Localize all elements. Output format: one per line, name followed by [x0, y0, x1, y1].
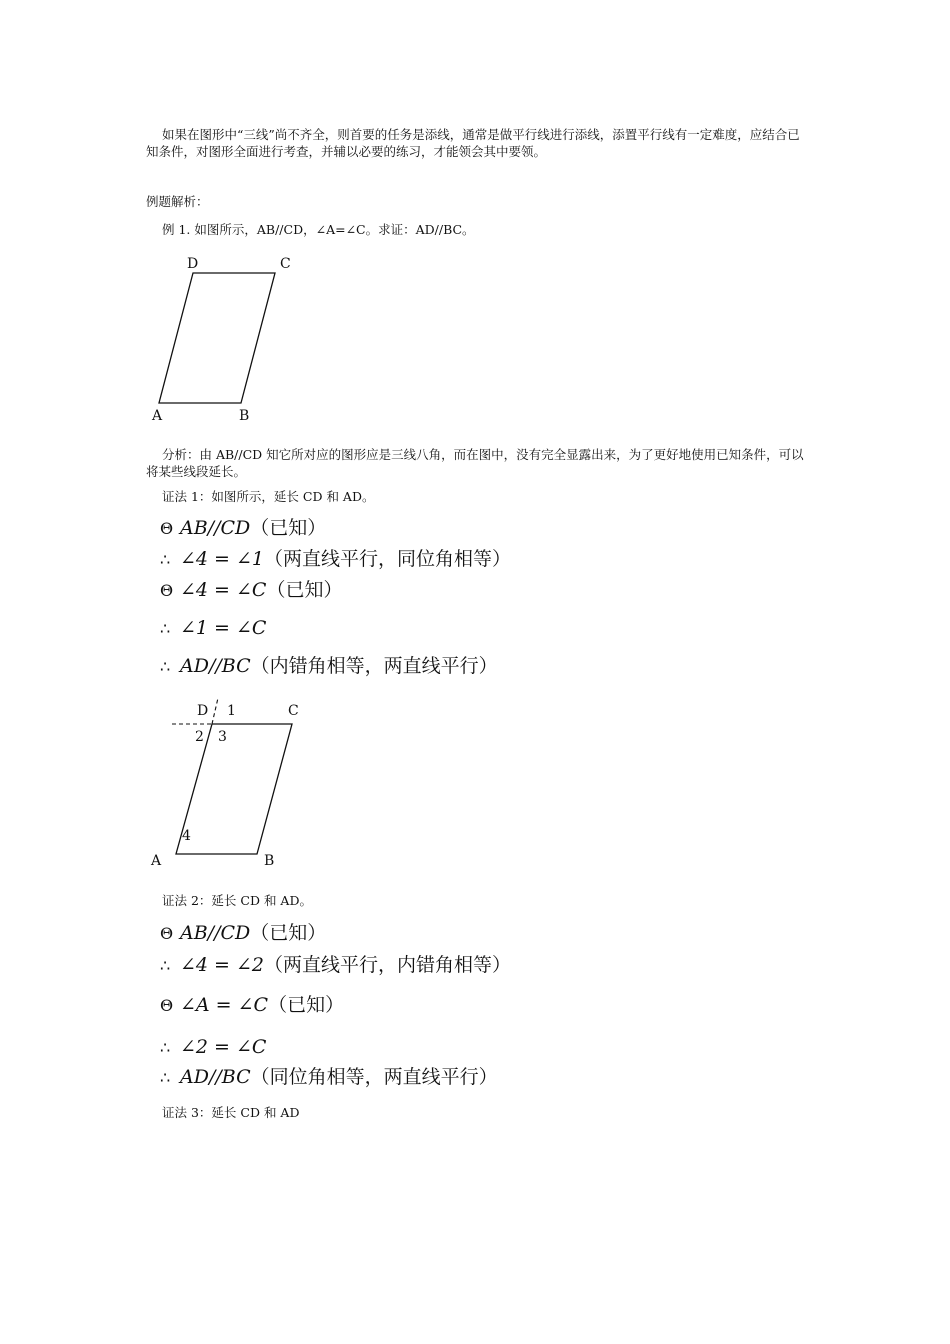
figure-2-label-c: C	[288, 703, 299, 719]
proof-1-title: 证法 1：如图所示，延长 CD 和 AD。	[162, 489, 375, 504]
step-math: ∠2 = ∠C	[180, 1036, 267, 1058]
step-reason: （已知）	[266, 579, 343, 601]
step-math: ∠4 = ∠1	[180, 548, 265, 570]
figure-2-label-4: 4	[182, 828, 191, 844]
therefore-symbol: ∴	[160, 1038, 171, 1057]
step-math: ∠4 = ∠2	[180, 954, 265, 976]
figure-2-label-b: B	[264, 853, 275, 869]
proof-1-step-5	[160, 654, 498, 679]
proof-1-step-2	[160, 547, 511, 572]
figure-1-label-d: D	[187, 256, 199, 272]
proof-2-step-4	[160, 1035, 266, 1060]
parallelogram-abcd	[176, 724, 292, 854]
step-reason: （内错角相等，两直线平行）	[250, 655, 498, 677]
step-math: AD//BC	[180, 655, 251, 677]
therefore-symbol: ∴	[160, 956, 171, 975]
extended-ad-dashed	[212, 698, 218, 724]
proof-1-step-1	[160, 516, 326, 541]
proof-3-title: 证法 3：延长 CD 和 AD	[162, 1105, 300, 1120]
proof-2-step-1	[160, 921, 326, 946]
therefore-symbol: ∴	[160, 657, 171, 676]
proof-2-title: 证法 2：延长 CD 和 AD。	[162, 893, 312, 908]
parallelogram-abcd	[159, 273, 275, 403]
figure-2-parallelogram	[140, 695, 320, 875]
proof-1-step-3	[160, 578, 342, 603]
step-reason: （两直线平行，内错角相等）	[264, 954, 512, 976]
step-math: AD//BC	[180, 1066, 251, 1088]
because-symbol: Θ	[160, 581, 174, 600]
because-symbol: Θ	[160, 924, 174, 943]
step-reason: （已知）	[268, 994, 345, 1016]
proof-2-step-3	[160, 993, 344, 1018]
example-1-statement: 例 1. 如图所示，AB//CD，∠A=∠C。求证：AD//BC。	[162, 222, 475, 237]
step-math: AB//CD	[180, 922, 251, 944]
because-symbol: Θ	[160, 519, 174, 538]
section-title: 例题解析：	[146, 194, 209, 209]
step-math: ∠1 = ∠C	[180, 617, 267, 639]
because-symbol: Θ	[160, 996, 174, 1015]
figure-1-parallelogram	[140, 250, 320, 430]
therefore-symbol: ∴	[160, 550, 171, 569]
figure-2-label-d: D	[197, 703, 209, 719]
analysis-paragraph: 分析：由 AB//CD 知它所对应的图形应是三线八角，而在图中，没有完全显露出来，为了更好地使用已知条件，可以将某些线段延长。	[146, 447, 804, 479]
intro-paragraph: 如果在图形中“三线”尚不齐全，则首要的任务是添线，通常是做平行线进行添线，添置平行线有一定难度，应结合已知条件，对图形全面进行考查，并辅以必要的练习，才能领会其中要领。	[146, 127, 800, 159]
step-math: AB//CD	[180, 517, 251, 539]
figure-2-label-3: 3	[218, 729, 227, 745]
proof-2-step-2	[160, 953, 511, 978]
proof-1-step-4	[160, 616, 266, 641]
step-reason: （已知）	[250, 517, 327, 539]
step-reason: （同位角相等，两直线平行）	[250, 1066, 498, 1088]
figure-1-label-b: B	[239, 408, 250, 424]
figure-1-label-a: A	[152, 408, 163, 424]
figure-2-label-2: 2	[195, 729, 204, 745]
figure-2-label-1: 1	[227, 703, 236, 719]
therefore-symbol: ∴	[160, 619, 171, 638]
figure-2-label-a: A	[151, 853, 162, 869]
step-math: ∠4 = ∠C	[180, 579, 267, 601]
step-math: ∠A = ∠C	[180, 994, 269, 1016]
step-reason: （已知）	[250, 922, 327, 944]
therefore-symbol: ∴	[160, 1068, 171, 1087]
proof-2-step-5	[160, 1065, 498, 1090]
figure-1-label-c: C	[280, 256, 291, 272]
step-reason: （两直线平行，同位角相等）	[264, 548, 512, 570]
